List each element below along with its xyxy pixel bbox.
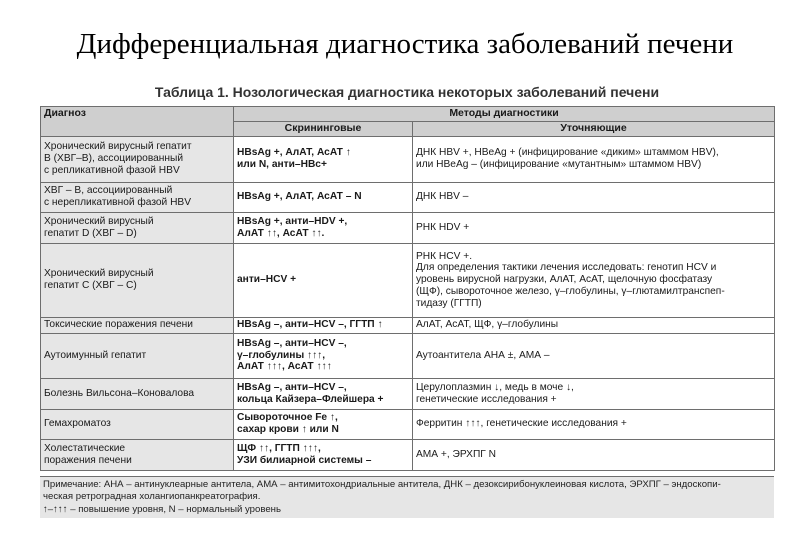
header-methods: Методы диагностики	[234, 107, 775, 122]
diagnosis-cell	[41, 409, 234, 439]
cell-line: РНК HDV +	[416, 221, 470, 233]
cell-line: Токсические поражения печени	[44, 319, 193, 331]
cell-line: Хронический вирусный	[44, 215, 154, 227]
cell-line: с нерепликативной фазой HBV	[44, 197, 192, 209]
table-row	[41, 243, 775, 317]
cell-line: Болезнь Вильсона–Коновалова	[44, 387, 195, 399]
cell-line: Сывороточное Fe ↑,	[237, 412, 338, 424]
cell-line: Аутоантитела АНА ±, АМА –	[416, 349, 550, 361]
footnote-line: Примечание: АНА – антинуклеарные антитела, АМА – антимитохондриальные антитела, ДНК – дезоксирибонуклеиновая кислота, ЭРХПГ – эндоскопи-	[43, 479, 721, 490]
screening-cell	[234, 409, 413, 439]
refining-cell	[413, 409, 775, 439]
screening-cell	[234, 333, 413, 378]
cell-line: кольца Кайзера–Флейшера +	[237, 393, 384, 405]
screening-cell	[234, 378, 413, 409]
table-row	[41, 439, 775, 470]
diagnosis-cell	[41, 378, 234, 409]
cell-line: ДНК HBV +, HBeAg + (инфицирование «диким» штаммом HBV),	[416, 147, 719, 159]
diagnosis-cell	[41, 182, 234, 212]
diagnosis-cell	[41, 136, 234, 182]
cell-line: HBsAg +, АлАТ, АсАТ ↑	[237, 147, 351, 159]
refining-cell	[413, 439, 775, 470]
cell-line: (ЩФ), сывороточное железо, γ–глобулины, γ–глютамилтранспеп-	[416, 285, 725, 297]
cell-line: ХВГ – В, ассоциированный	[44, 185, 173, 197]
diagnostics-table	[40, 106, 775, 471]
cell-line: ДНК HBV –	[416, 191, 469, 203]
cell-line: Аутоимунный гепатит	[44, 349, 147, 361]
table-footnote	[40, 476, 774, 518]
refining-cell	[413, 212, 775, 243]
cell-line: Хронический вирусный гепатит	[44, 141, 192, 153]
refining-cell	[413, 243, 775, 317]
diagnosis-cell	[41, 439, 234, 470]
cell-line: Гемахроматоз	[44, 418, 111, 430]
refining-cell	[413, 333, 775, 378]
table-row	[41, 212, 775, 243]
screening-cell	[234, 317, 413, 333]
cell-line: или N, анти–HBc+	[237, 159, 327, 171]
cell-line: УЗИ билиарной системы –	[237, 454, 372, 466]
cell-line: генетические исследования +	[416, 393, 557, 405]
footnote-line: ↑–↑↑↑ – повышение уровня, N – нормальный уровень	[43, 503, 281, 515]
cell-line: АлАТ, АсАТ, ЩФ, γ–глобулины	[416, 319, 559, 331]
cell-line: γ–глобулины ↑↑↑,	[237, 349, 326, 361]
table-row	[41, 182, 775, 212]
diagnosis-cell	[41, 333, 234, 378]
table-row	[41, 378, 775, 409]
cell-line: АМА +, ЭРХПГ N	[416, 448, 496, 460]
cell-line: поражения печени	[44, 454, 132, 466]
cell-line: анти–HCV +	[237, 274, 297, 286]
header-diagnosis: Диагноз	[41, 107, 234, 137]
screening-cell	[234, 439, 413, 470]
cell-line: с репликативной фазой HBV	[44, 164, 180, 176]
screening-cell	[234, 182, 413, 212]
cell-line: сахар крови ↑ или N	[237, 424, 339, 436]
cell-line: АлАТ ↑↑↑, АсАТ ↑↑↑	[237, 361, 332, 373]
refining-cell	[413, 136, 775, 182]
header-screening: Скрининговые	[234, 121, 413, 136]
cell-line: или HBeAg – (инфицирование «мутантным» штаммом HBV)	[416, 159, 702, 171]
cell-line: РНК HCV +.	[416, 250, 473, 262]
cell-line: гепатит С (ХВГ – С)	[44, 280, 137, 292]
cell-line: HBsAg –, анти–HCV –,	[237, 381, 347, 393]
table-row	[41, 409, 775, 439]
cell-line: Ферритин ↑↑↑, генетические исследования +	[416, 418, 627, 430]
table-row	[41, 317, 775, 333]
header-refining: Уточняющие	[413, 121, 775, 136]
diagnosis-cell	[41, 317, 234, 333]
slide-title: Дифференциальная диагностика заболеваний печени	[76, 28, 734, 60]
screening-cell	[234, 243, 413, 317]
cell-line: Холестатические	[44, 442, 126, 454]
screening-cell	[234, 136, 413, 182]
cell-line: Хронический вирусный	[44, 268, 154, 280]
refining-cell	[413, 378, 775, 409]
cell-line: Для определения тактики лечения исследовать: генотип HCV и	[416, 262, 717, 274]
diagnosis-cell	[41, 243, 234, 317]
screening-cell	[234, 212, 413, 243]
table-title: Таблица 1. Нозологическая диагностика некоторых заболеваний печени	[154, 84, 660, 100]
cell-line: ЩФ ↑↑, ГГТП ↑↑↑,	[237, 442, 321, 454]
diagnosis-cell	[41, 212, 234, 243]
table-row	[41, 136, 775, 182]
cell-line: HBsAg –, анти–HCV –, ГГТП ↑	[237, 319, 383, 331]
footnote-line: ческая ретроградная холангиопанкреатография.	[43, 491, 261, 503]
cell-line: HBsAg +, АлАТ, АсАТ – N	[237, 191, 362, 203]
cell-line: тидазу (ГГТП)	[416, 297, 482, 309]
refining-cell	[413, 317, 775, 333]
cell-line: HBsAg +, анти–HDV +,	[237, 215, 348, 227]
cell-line: АлАТ ↑↑, АсАТ ↑↑.	[237, 227, 325, 239]
table-header-row	[41, 107, 775, 122]
cell-line: гепатит D (ХВГ – D)	[44, 227, 137, 239]
cell-line: уровень вирусной нагрузки, АлАТ, АсАТ, щелочную фосфатазу	[416, 274, 713, 286]
cell-line: Церулоплазмин ↓, медь в моче ↓,	[416, 381, 574, 393]
refining-cell	[413, 182, 775, 212]
cell-line: HBsAg –, анти–HCV –,	[237, 337, 347, 349]
table-row	[41, 333, 775, 378]
cell-line: В (ХВГ–В), ассоциированный	[44, 153, 184, 165]
